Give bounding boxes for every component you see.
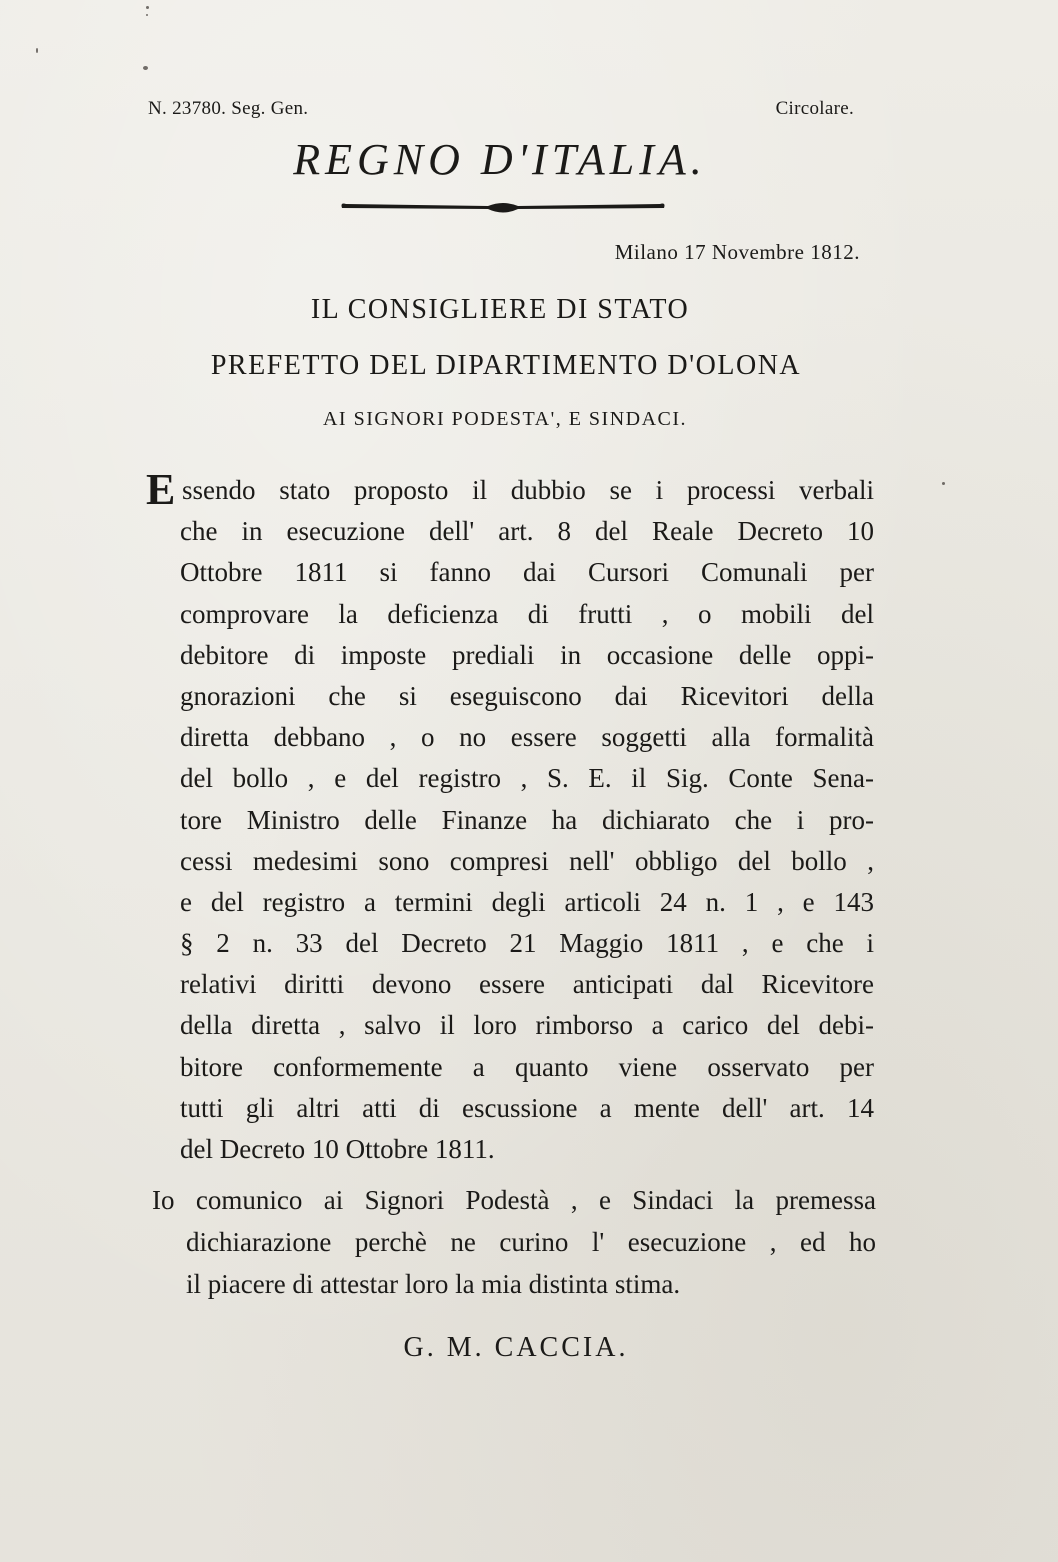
body-line: diretta debbano , o no essere soggetti alla formalità bbox=[180, 722, 874, 753]
body-line: § 2 n. 33 del Decreto 21 Maggio 1811 , e che i bbox=[180, 928, 874, 959]
body-line: del Decreto 10 Ottobre 1811. bbox=[180, 1134, 495, 1164]
body-line: della diretta , salvo il loro rimborso a carico del debi- bbox=[180, 1010, 874, 1041]
heading-issuer-office: PREFETTO DEL DIPARTIMENTO D'OLONA bbox=[210, 350, 802, 381]
heading-issuer-title: IL CONSIGLIERE DI STATO bbox=[310, 294, 690, 325]
body-line: gnorazioni che si eseguiscono dai Ricevitori della bbox=[180, 680, 874, 711]
document-header bbox=[148, 98, 854, 128]
body-line: ssendo stato proposto il dubbio se i processi verbali bbox=[182, 475, 874, 505]
body-paragraph-2 bbox=[152, 1179, 876, 1305]
body-line: tutti gli altri atti di escussione a mente dell' art. 14 bbox=[180, 1092, 874, 1123]
body-line: relativi diritti devono essere anticipati dal Ricevitore bbox=[180, 969, 874, 1000]
body-line: dichiarazione perchè ne curino l' esecuzione , ed ho bbox=[186, 1227, 876, 1257]
document-title: REGNO D'ITALIA. bbox=[293, 135, 707, 184]
reference-number: N. 23780. Seg. Gen. bbox=[148, 98, 309, 119]
body-line: Io comunico ai Signori Podestà , e Sindaci la premessa bbox=[152, 1185, 876, 1215]
body-line: che in esecuzione dell' art. 8 del Reale Decreto 10 bbox=[180, 516, 874, 547]
body-line: cessi medesimi sono compresi nell' obbligo del bollo , bbox=[180, 845, 874, 876]
body-line: il piacere di attestar loro la mia distinta stima. bbox=[186, 1269, 681, 1299]
body-line: del bollo , e del registro , S. E. il Sig. Conte Sena- bbox=[180, 763, 874, 794]
body-paragraph-1 bbox=[146, 465, 874, 1170]
body-line: Ottobre 1811 si fanno dai Cursori Comunali per bbox=[180, 557, 874, 588]
ornamental-rule bbox=[338, 196, 668, 218]
document-date: Milano 17 Novembre 1812. bbox=[614, 240, 860, 264]
circular-label: Circolare. bbox=[775, 98, 854, 119]
body-line: tore Ministro delle Finanze ha dichiarato che i pro- bbox=[180, 804, 874, 835]
body-line: debitore di imposte prediali in occasione delle oppi- bbox=[180, 639, 874, 670]
body-line: e del registro a termini degli articoli 24 n. 1 , e 143 bbox=[180, 886, 874, 917]
heading-addressees: AI SIGNORI PODESTA', E SINDACI. bbox=[322, 408, 688, 430]
body-line: bitore conformemente a quanto viene osservato per bbox=[180, 1051, 874, 1082]
body-line: comprovare la deficienza di frutti , o mobili del bbox=[180, 598, 874, 629]
signature: G. M. CACCIA. bbox=[403, 1332, 629, 1363]
drop-cap: E bbox=[146, 465, 176, 514]
